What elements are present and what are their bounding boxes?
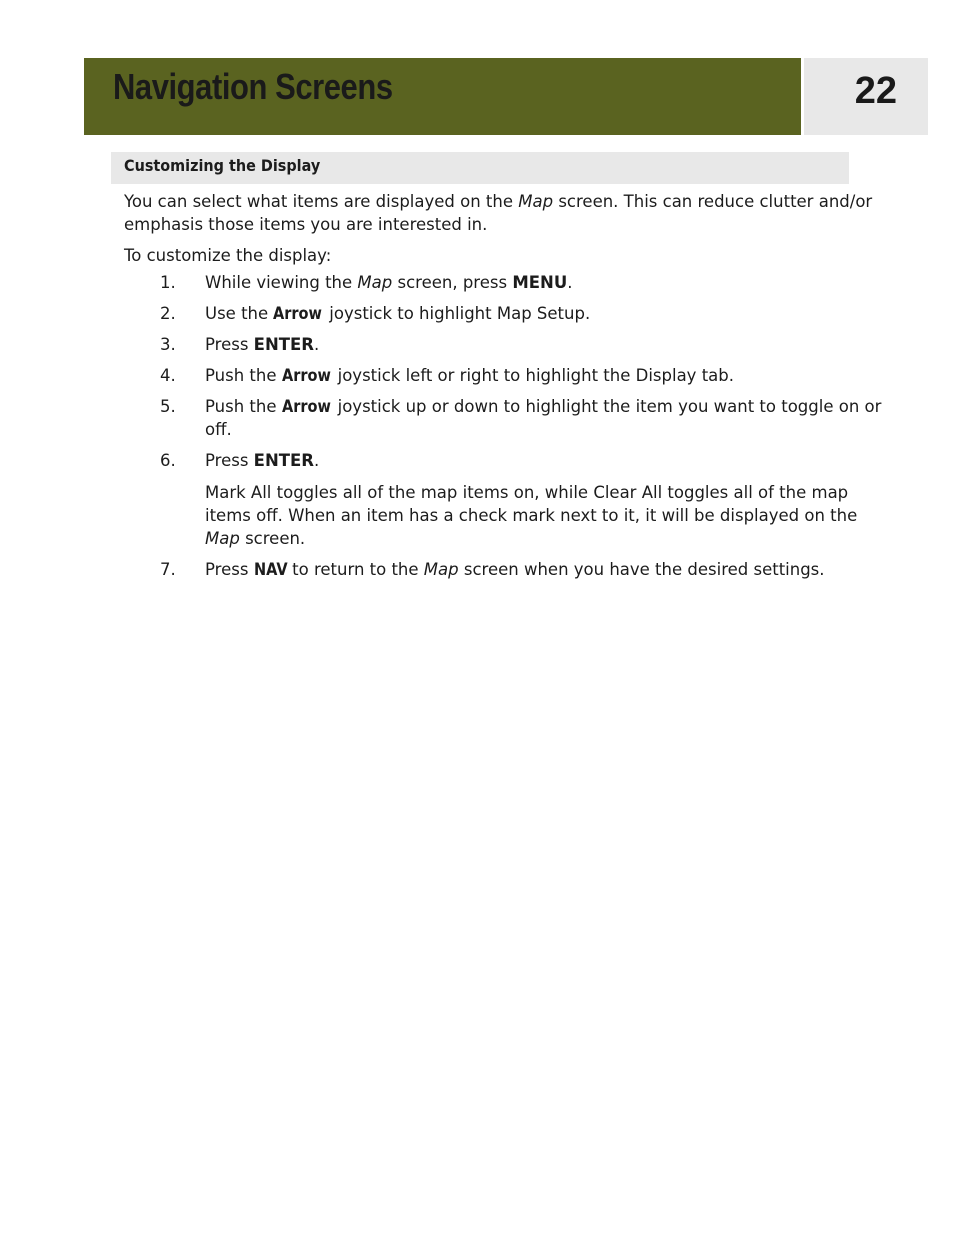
content-body	[124, 190, 884, 589]
step-text: to return to the	[286, 560, 424, 579]
step-number: 1.	[160, 273, 176, 292]
step-text: .	[313, 451, 320, 470]
step-text: Press	[205, 451, 254, 470]
step-text: screen when you have the desired settings.	[458, 560, 825, 579]
step-key-arrow: Arrow	[273, 304, 323, 323]
step-number: 3.	[160, 335, 176, 354]
step-map-term: Map	[423, 560, 459, 579]
step-1	[124, 271, 884, 294]
steps-list	[124, 271, 884, 581]
step-5	[124, 395, 884, 441]
step-2	[124, 302, 884, 325]
note-text: screen.	[239, 529, 306, 548]
step-text: tab.	[696, 366, 734, 385]
step-text: screen, press	[392, 273, 513, 292]
header-band	[84, 58, 801, 135]
intro-text: You can select what items are displayed on the	[124, 192, 519, 211]
page-title: Navigation Screens	[113, 66, 393, 107]
step-text: .	[567, 273, 573, 292]
section-heading: Customizing the Display	[124, 156, 321, 175]
step-number: 4.	[160, 366, 176, 385]
step-6-note	[205, 481, 884, 550]
intro-paragraph	[124, 190, 884, 236]
step-key-arrow: Arrow	[281, 366, 331, 385]
intro-map-term: Map	[518, 192, 554, 211]
step-key-arrow: Arrow	[281, 397, 331, 416]
step-6	[124, 449, 884, 550]
step-text: Press	[205, 335, 254, 354]
step-key-enter: ENTER	[253, 451, 314, 470]
step-number: 2.	[160, 304, 176, 323]
step-text: While viewing the	[205, 273, 358, 292]
step-key-menu: MENU	[512, 273, 568, 292]
step-7	[124, 558, 884, 581]
step-key-nav: NAV	[253, 560, 288, 579]
lead-paragraph: To customize the display:	[124, 246, 332, 265]
step-text: .	[313, 335, 320, 354]
page-number: 22	[854, 70, 897, 112]
step-4	[124, 364, 884, 387]
step-text: Use the	[205, 304, 274, 323]
note-text: toggles all of the map items off. When an item has a check mark next to it, it will be displayed on the	[205, 483, 858, 525]
step-text: joystick to highlight	[324, 304, 497, 323]
page-number-box	[804, 58, 928, 135]
note-map-term: Map	[205, 529, 240, 548]
section-bar	[111, 152, 849, 184]
step-number: 7.	[160, 560, 176, 579]
note-text: toggles all of the map items on, while	[271, 483, 594, 502]
step-map-term: Map	[357, 273, 393, 292]
step-ui-display-tab: Display	[635, 366, 697, 385]
step-text: Push the	[205, 397, 282, 416]
step-number: 5.	[160, 397, 176, 416]
step-number: 6.	[160, 451, 176, 470]
step-text: Press	[205, 560, 254, 579]
step-text: joystick up or down to highlight the item you want to toggle on or off.	[205, 397, 882, 439]
step-ui-map-setup: Map Setup	[496, 304, 585, 323]
step-text: Push the	[205, 366, 282, 385]
step-text: joystick left or right to highlight the	[332, 366, 636, 385]
note-ui-mark-all: Mark All	[205, 483, 272, 502]
step-key-enter: ENTER	[253, 335, 314, 354]
intro-text-end: screen. This can reduce clutter and/or emphasis those items you are interested in.	[124, 192, 873, 234]
note-ui-clear-all: Clear All	[593, 483, 663, 502]
step-text: .	[584, 304, 591, 323]
step-3	[124, 333, 884, 356]
